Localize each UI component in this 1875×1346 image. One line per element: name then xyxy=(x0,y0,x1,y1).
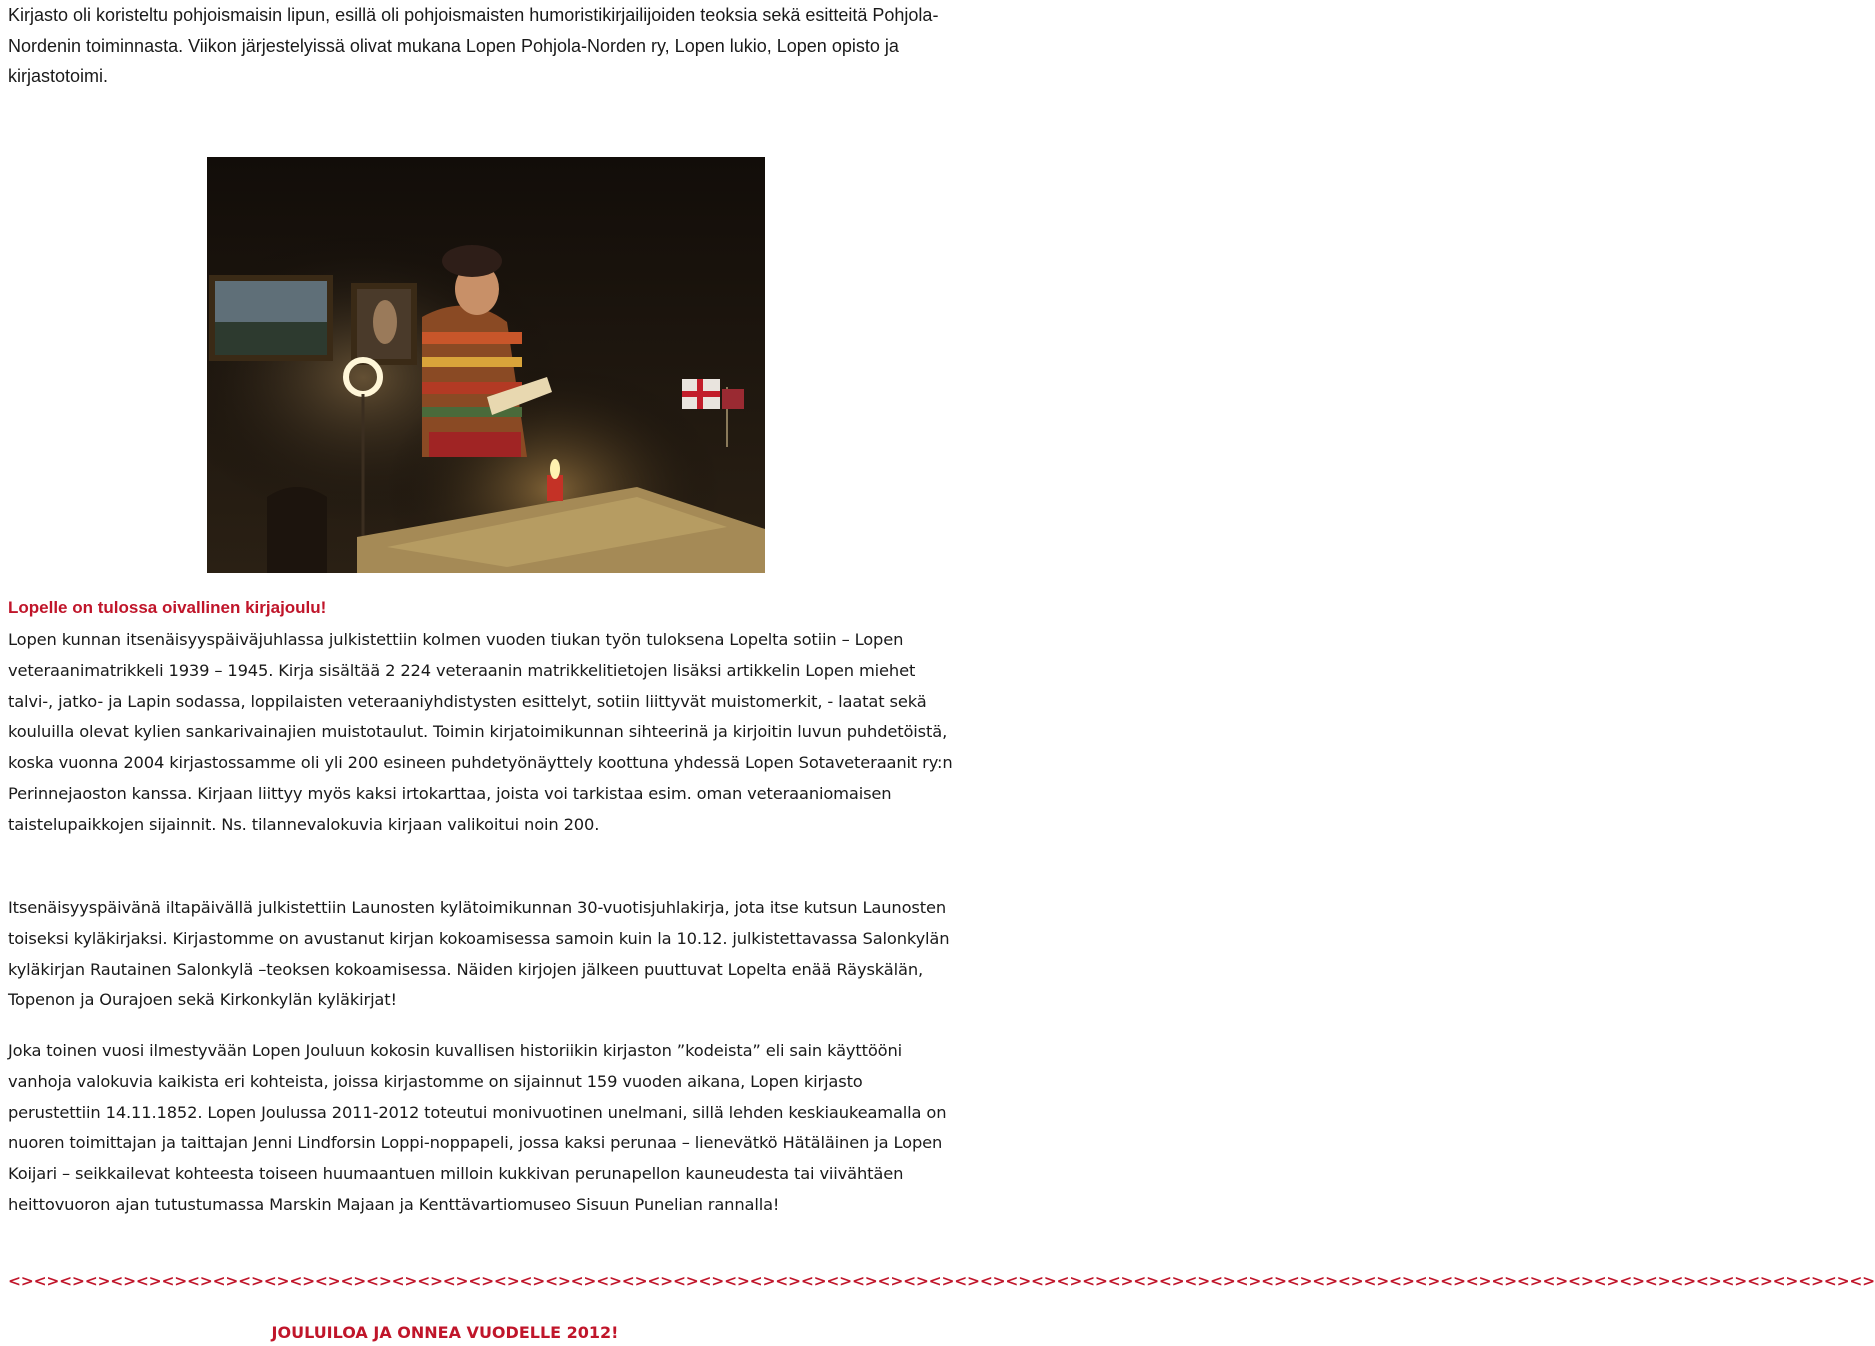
article-paragraph-3: Joka toinen vuosi ilmestyvään Lopen Jouluun kokosin kuvallisen historiikin kirjaston ”kodeista” eli sain käyttööni vanhoja valokuvia kaikista eri kohteista, joissa kirjastomme on sijainnut 159 vuoden aikana, Lopen kirjasto perustettiin 14.11.1852. Lopen Joulussa 2011-2012 toteutui monivuotinen unelmani, sillä lehden keskiaukeamalla on nuoren toimittajan ja taittajan Jenni Lindforsin Loppi-noppapeli, jossa kaksi perunaa – lienevätkö Hätäläinen ja Lopen Koijari – seikkailevat kohteesta toiseen huumaantuen milloin kukkivan perunapellon kauneudesta tai viivähtäen heittovuoron ajan tutustumassa Marskin Majaan ja Kenttävartiomuseo Sisuun Punelian rannalla! xyxy=(8,1041,947,1214)
greeting-text: JOULUILOA JA ONNEA VUODELLE 2012! xyxy=(271,1323,619,1342)
photo-reading-by-candlelight xyxy=(207,157,765,573)
intro-paragraph: Kirjasto oli koristeltu pohjoismaisin lipun, esillä oli pohjoismaisten humoristikirjailijoiden teoksia sekä esitteitä Pohjola-Nordenin toiminnasta. Viikon järjestelyissä olivat mukana Lopen Pohjola-Norden ry, Lopen lukio, Lopen opisto ja kirjastotoimi. xyxy=(8,5,939,86)
article-paragraph-2: Itsenäisyyspäivänä iltapäivällä julkistettiin Launosten kylätoimikunnan 30-vuotisjuhlakirja, jota itse kutsun Launosten toiseksi kyläkirjaksi. Kirjastomme on avustanut kirjan kokoamisessa samoin kuin la 10.12. julkistettavassa Salonkylän kyläkirjan Rautainen Salonkylä –teoksen kokoamisessa. Näiden kirjojen jälkeen puuttuvat Lopelta enää Räyskälän, Topenon ja Ourajoen sekä Kirkonkylän kyläkirjat! xyxy=(8,898,950,1010)
decorative-separator: <><><><><><><><><><><><><><><><><><><><><><><><><><><><><><><><><><><><><><><><><><><><><><><><><><><><><><><><><><><><><><><><><><><><><><><><><> xyxy=(8,1272,1875,1290)
article-paragraph-1: Lopen kunnan itsenäisyyspäiväjuhlassa julkistettiin kolmen vuoden tiukan työn tuloksena Lopelta sotiin – Lopen veteraanimatrikkeli 1939 – 1945. Kirja sisältää 2 224 veteraanin matrikkelitietojen lisäksi artikkelin Lopen miehet talvi-, jatko- ja Lapin sodassa, loppilaisten veteraaniyhdistysten esittelyt, sotiin liittyvät muistomerkit, - laatat sekä kouluilla olevat kylien sankarivainajien muistotaulut. Toimin kirjatoimikunnan sihteerinä ja kirjoitin luvun puhdetöistä, koska vuonna 2004 kirjastossamme oli yli 200 esineen puhdetyönäyttely koottuna yhdessä Lopen Sotaveteraanit ry:n Perinnejaoston kanssa. Kirjaan liittyy myös kaksi irtokarttaa, joista voi tarkistaa esim. oman veteraaniomaisen taistelupaikkojen sijainnit. Ns. tilannevalokuvia kirjaan valikoitui noin 200. xyxy=(8,630,953,834)
article-heading: Lopelle on tulossa oivallinen kirjajoulu! xyxy=(8,598,327,617)
photo-illustration xyxy=(207,157,765,573)
